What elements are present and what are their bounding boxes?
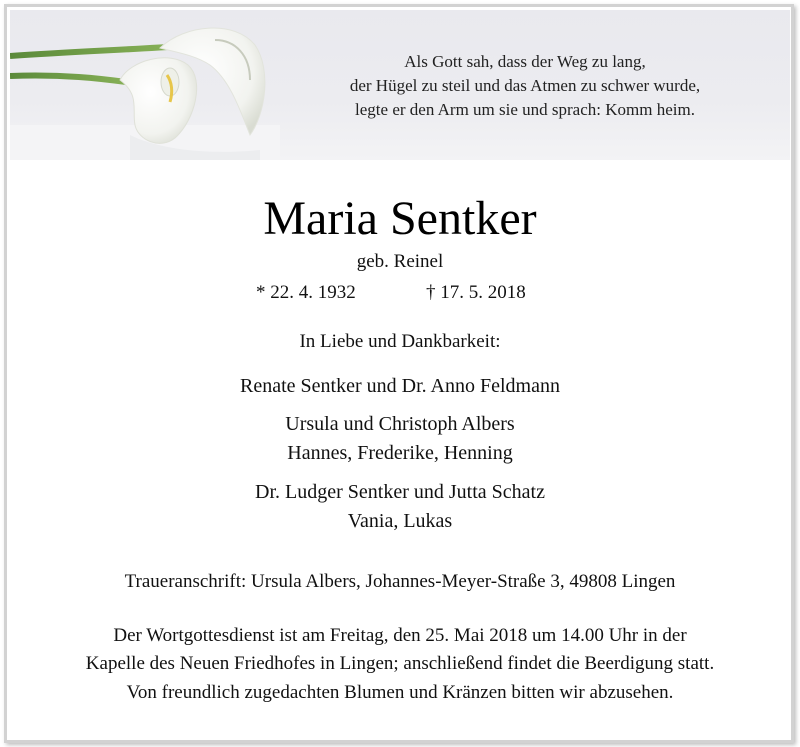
deceased-name: Maria Sentker <box>263 192 537 245</box>
mourning-address: Traueranschrift: Ursula Albers, Johannes-Meyer-Straße 3, 49808 Lingen <box>124 571 676 592</box>
family-line: Ursula und Christoph Albers <box>285 413 515 435</box>
death-date: † 17. 5. 2018 <box>426 282 526 303</box>
quote-line: legte er den Arm um sie und sprach: Komm heim. <box>355 100 695 119</box>
service-line: Von freundlich zugedachten Blumen und Kränzen bitten wir abzusehen. <box>126 682 674 703</box>
family-children-line: Hannes, Frederike, Henning <box>287 442 513 464</box>
family-line: Dr. Ludger Sentker und Jutta Schatz <box>255 481 545 503</box>
quote-block <box>270 50 780 122</box>
birth-date: * 22. 4. 1932 <box>256 282 356 303</box>
family-line: Renate Sentker und Dr. Anno Feldmann <box>240 375 560 397</box>
service-line: Der Wortgottesdienst ist am Freitag, den 25. Mai 2018 um 14.00 Uhr in der <box>113 625 687 646</box>
quote-line: der Hügel zu steil und das Atmen zu schwer wurde, <box>349 76 701 95</box>
mourners-intro: In Liebe und Dankbarkeit: <box>299 331 501 352</box>
service-line: Kapelle des Neuen Friedhofes in Lingen; anschließend findet die Beerdigung statt. <box>85 653 715 674</box>
family-children-line: Vania, Lukas <box>347 510 453 532</box>
birth-name: geb. Reinel <box>356 251 444 272</box>
calla-lily-image <box>10 10 280 160</box>
header-banner <box>10 10 790 160</box>
quote-line: Als Gott sah, dass der Weg zu lang, <box>404 52 646 71</box>
